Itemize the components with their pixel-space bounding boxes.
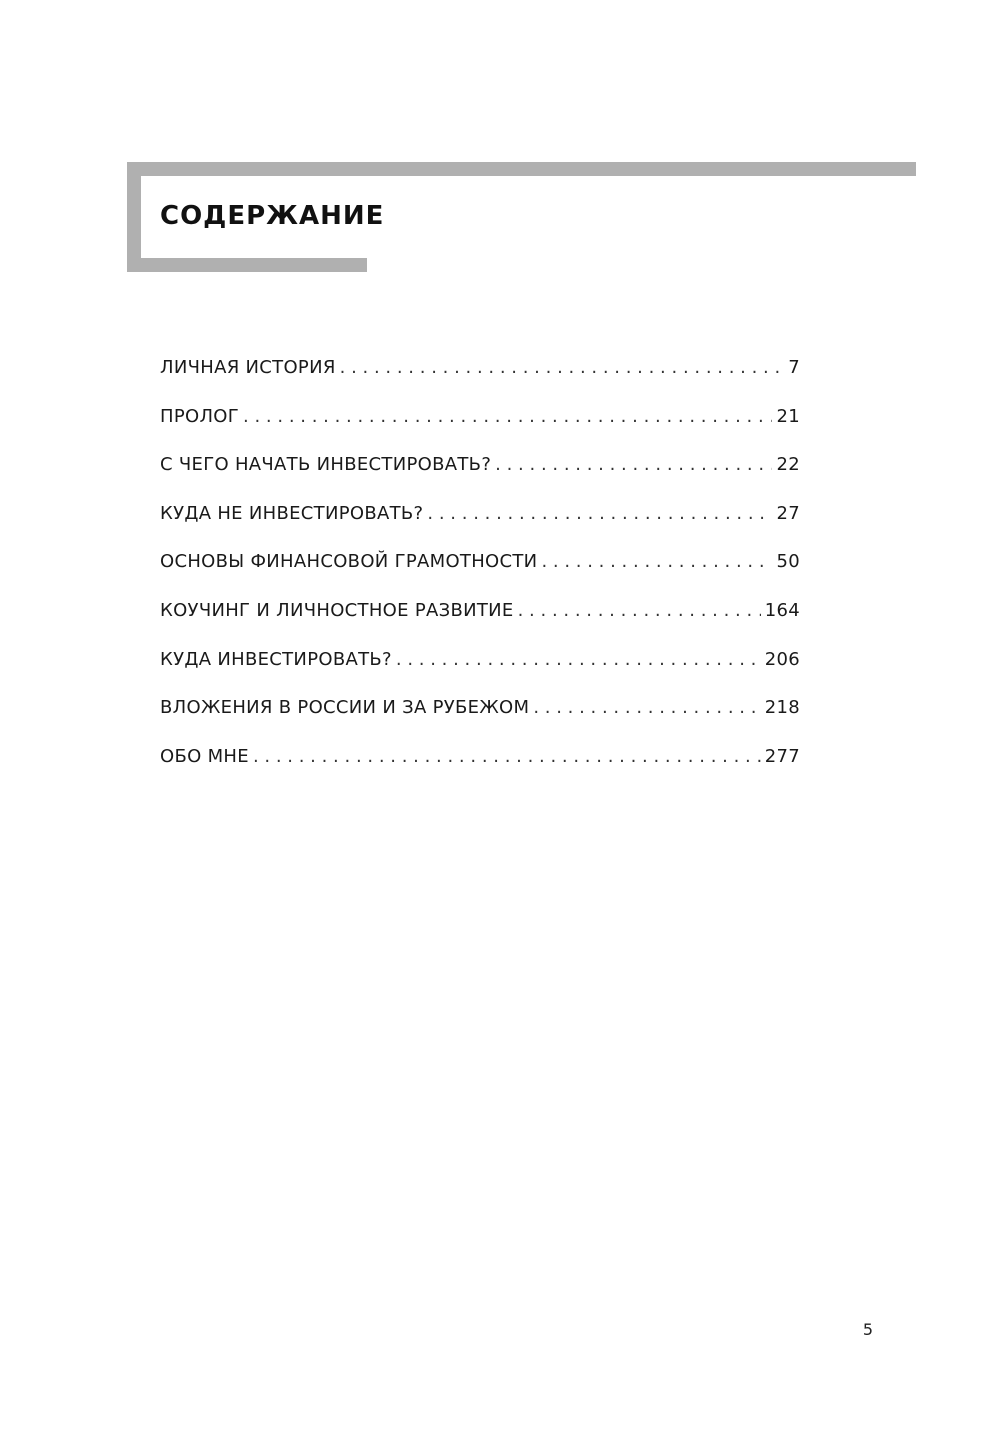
toc-leader-dots bbox=[518, 597, 761, 625]
toc-entry-page: 27 bbox=[776, 502, 800, 524]
page-number: 5 bbox=[862, 1320, 874, 1339]
toc-entry-coaching[interactable] bbox=[160, 597, 800, 646]
title-frame-bottom-bar bbox=[127, 258, 367, 272]
toc-entry-title: ОБО МНЕ bbox=[160, 745, 249, 767]
toc-entry-investments-russia-abroad[interactable] bbox=[160, 694, 800, 743]
toc-entry-title: С ЧЕГО НАЧАТЬ ИНВЕСТИРОВАТЬ? bbox=[160, 454, 492, 476]
toc-entry-financial-literacy[interactable] bbox=[160, 548, 800, 597]
toc-leader-dots bbox=[533, 694, 760, 722]
toc-entry-title: ВЛОЖЕНИЯ В РОССИИ И ЗА РУБЕЖОМ bbox=[160, 697, 530, 719]
page-title: СОДЕРЖАНИЕ bbox=[160, 201, 385, 231]
toc-leader-dots bbox=[541, 548, 772, 576]
toc-entry-page: 206 bbox=[764, 648, 800, 670]
toc-entry-title: ЛИЧНАЯ ИСТОРИЯ bbox=[160, 357, 336, 378]
toc-leader-dots bbox=[495, 451, 772, 479]
toc-leader-dots bbox=[427, 500, 772, 528]
toc-leader-dots bbox=[253, 743, 761, 771]
toc-leader-dots bbox=[243, 403, 772, 431]
toc-entry-title: КУДА НЕ ИНВЕСТИРОВАТЬ? bbox=[160, 502, 424, 524]
title-frame-top-bar bbox=[127, 162, 916, 176]
toc-entry-where-to-start[interactable] bbox=[160, 451, 800, 500]
toc-entry-where-to-invest[interactable] bbox=[160, 646, 800, 695]
toc-leader-dots bbox=[340, 354, 785, 382]
toc-entry-title: ОСНОВЫ ФИНАНСОВОЙ ГРАМОТНОСТИ bbox=[160, 551, 538, 573]
toc-entry-page: 22 bbox=[776, 454, 800, 476]
toc-entry-title: КУДА ИНВЕСТИРОВАТЬ? bbox=[160, 648, 392, 670]
toc-leader-dots bbox=[396, 646, 761, 674]
toc-entry-page: 50 bbox=[776, 551, 800, 573]
toc-entry-personal-story[interactable] bbox=[160, 354, 800, 403]
toc-entry-page: 277 bbox=[764, 745, 800, 767]
title-frame-left-bar bbox=[127, 162, 141, 272]
toc-entry-title: ПРОЛОГ bbox=[160, 405, 240, 427]
toc-entry-about-me[interactable] bbox=[160, 743, 800, 792]
toc-entry-prologue[interactable] bbox=[160, 403, 800, 452]
toc-entry-where-not-to-invest[interactable] bbox=[160, 500, 800, 549]
toc-entry-title: КОУЧИНГ И ЛИЧНОСТНОЕ РАЗВИТИЕ bbox=[160, 599, 514, 621]
toc-entry-page: 21 bbox=[776, 405, 800, 427]
toc-entry-page: 164 bbox=[764, 599, 800, 621]
toc-entry-page: 218 bbox=[764, 697, 800, 719]
table-of-contents bbox=[160, 354, 800, 791]
toc-entry-page: 7 bbox=[788, 357, 800, 378]
